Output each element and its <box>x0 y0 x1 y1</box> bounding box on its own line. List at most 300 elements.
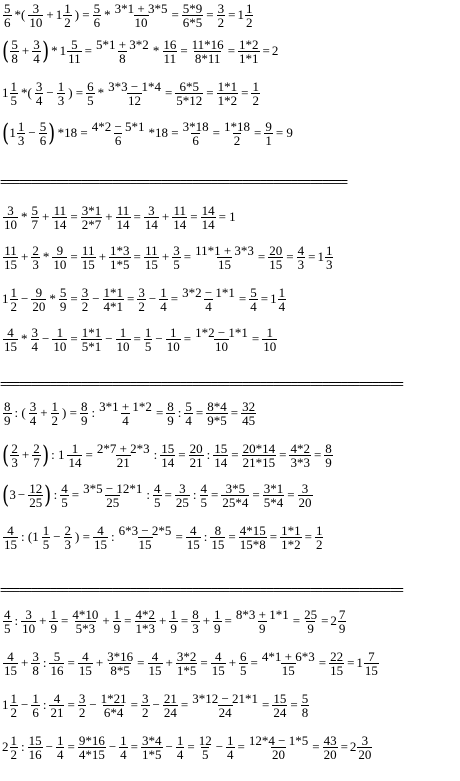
denominator: 9 <box>113 620 121 636</box>
numerator: 21 <box>163 690 177 706</box>
equation-line <box>2 78 261 108</box>
fraction <box>114 2 169 29</box>
numerator: 3*16 <box>107 648 134 664</box>
numerator: 3 <box>78 690 86 706</box>
numerator: 2 <box>32 242 39 258</box>
numerator: 3 <box>142 690 149 706</box>
fraction <box>78 734 106 761</box>
fraction <box>298 482 313 509</box>
operator: = 1 <box>218 209 236 224</box>
denominator: 2 <box>10 704 17 720</box>
numerator: 1*18 <box>223 118 250 134</box>
fraction <box>329 650 344 677</box>
operator: ) = <box>68 85 84 100</box>
fraction <box>163 692 178 719</box>
fraction <box>200 482 209 509</box>
parenthesis: ( <box>2 37 10 65</box>
numerator: 7 <box>368 648 375 664</box>
denominator: 8 <box>32 662 39 678</box>
denominator: 14 <box>53 216 67 232</box>
fraction <box>98 400 153 427</box>
denominator: 10 <box>263 338 277 354</box>
parenthesis: ( <box>2 481 10 509</box>
numerator: 3*1 <box>263 480 284 496</box>
denominator: 9 <box>50 620 57 636</box>
denominator: 4 <box>250 298 257 314</box>
fraction <box>78 650 93 677</box>
operator: = <box>84 43 92 58</box>
numerator: 3*18 <box>182 118 209 134</box>
parenthesis: ) <box>41 441 49 469</box>
fraction <box>93 524 108 551</box>
denominator: 4 <box>120 746 127 762</box>
denominator: 25 <box>29 494 43 510</box>
operator: : <box>177 405 182 420</box>
numerator: 8 <box>167 398 174 414</box>
numerator: 3 <box>25 606 32 622</box>
denominator: 24 <box>218 704 232 720</box>
operator: − <box>53 529 61 544</box>
fraction <box>175 482 190 509</box>
fraction <box>17 120 26 147</box>
whole-number: 2 <box>349 739 357 754</box>
operator: = <box>290 697 298 712</box>
fraction <box>141 692 150 719</box>
fraction <box>118 524 173 551</box>
fraction <box>144 244 159 271</box>
denominator: 14 <box>68 454 82 470</box>
denominator: 2 <box>233 132 241 148</box>
numerator: 1 <box>113 606 121 622</box>
operator: ) = <box>62 405 77 420</box>
operator: = <box>260 291 269 306</box>
fraction <box>144 204 159 231</box>
operator: : 1 <box>51 447 65 462</box>
fraction <box>217 2 226 29</box>
numerator: 7 <box>338 606 346 622</box>
denominator: 4 <box>122 412 129 428</box>
denominator: 1*5 <box>176 662 197 678</box>
whole-number: 1 <box>2 291 9 306</box>
fraction <box>31 326 40 353</box>
numerator: 1 <box>71 440 79 456</box>
denominator: 21 <box>189 454 203 470</box>
denominator: 4 <box>35 92 43 108</box>
operator: ) = <box>74 7 90 22</box>
fraction <box>116 204 131 231</box>
denominator: 6 <box>93 14 101 30</box>
operator: * <box>51 43 58 58</box>
denominator: 15 <box>138 536 152 552</box>
numerator: 4 <box>154 480 161 496</box>
denominator: 5 <box>201 746 209 762</box>
numerator: 4*2 − 5*1 <box>91 118 145 134</box>
equation-line <box>2 522 324 552</box>
operator: = <box>230 405 239 420</box>
fraction <box>21 608 36 635</box>
numerator: 5 <box>31 202 38 218</box>
numerator: 4*10 <box>72 606 99 622</box>
numerator: 25 <box>304 606 318 622</box>
equation-line <box>2 0 254 30</box>
operator: = <box>180 43 188 58</box>
numerator: 5*9 <box>182 0 203 16</box>
fraction <box>137 286 146 313</box>
fraction <box>109 244 131 271</box>
operator: = <box>206 85 214 100</box>
denominator: 3 <box>325 256 333 272</box>
equation-line <box>2 606 347 636</box>
operator: = <box>70 291 78 306</box>
operator: = <box>164 85 173 100</box>
operator: = <box>67 697 75 712</box>
fraction <box>28 482 43 509</box>
denominator: 15 <box>4 662 17 678</box>
fraction <box>226 734 235 761</box>
denominator: 10 <box>22 620 36 636</box>
denominator: 9 <box>59 298 67 314</box>
fraction <box>106 650 134 677</box>
denominator: 5*4 <box>263 494 284 510</box>
denominator: 21 <box>116 454 130 470</box>
denominator: 9 <box>214 620 221 636</box>
denominator: 7 <box>33 454 40 470</box>
denominator: 21*15 <box>242 454 276 470</box>
numerator: 1 <box>169 324 177 340</box>
fraction <box>93 2 102 29</box>
fraction <box>213 442 228 469</box>
denominator: 6 <box>192 132 199 148</box>
denominator: 5*1 <box>81 338 102 354</box>
fraction <box>364 650 379 677</box>
equation-line <box>2 398 257 428</box>
fraction <box>239 524 267 551</box>
operator: = <box>279 447 287 462</box>
denominator: 3 <box>17 132 25 148</box>
fraction <box>182 120 210 147</box>
denominator: 10 <box>53 338 67 354</box>
fraction <box>324 442 333 469</box>
numerator: 4 <box>7 522 14 538</box>
denominator: 2 <box>10 298 17 314</box>
operator: − <box>148 291 157 306</box>
numerator: 20 <box>269 242 283 258</box>
numerator: 1*21 <box>100 690 127 706</box>
equation-line <box>2 284 287 314</box>
whole-number: 1 <box>55 7 63 22</box>
numerator: 4 <box>200 480 207 496</box>
whole-number: 1 <box>9 125 16 140</box>
operator: − <box>165 739 173 754</box>
numerator: 1 <box>160 284 167 300</box>
operator: = <box>308 249 316 264</box>
numerator: 1 <box>56 324 64 340</box>
operator: = <box>318 655 327 670</box>
denominator: 8*11 <box>194 50 221 66</box>
fraction <box>217 80 239 107</box>
numerator: 3*12 − 21*1 <box>192 690 259 706</box>
fraction <box>3 244 18 271</box>
denominator: 11 <box>68 50 81 66</box>
denominator: 11 <box>163 50 177 66</box>
fraction <box>242 442 277 469</box>
numerator: 32 <box>242 398 256 414</box>
fraction <box>71 608 99 635</box>
operator: = <box>286 249 294 264</box>
denominator: 15 <box>4 338 17 354</box>
operator: + <box>42 209 50 224</box>
numerator: 11 <box>116 202 130 218</box>
fraction <box>338 608 347 635</box>
numerator: 4 <box>297 242 305 258</box>
equation-line <box>2 480 314 510</box>
operator: = <box>190 209 198 224</box>
numerator: 3 <box>138 284 145 300</box>
denominator: 10 <box>53 256 67 272</box>
denominator: 2 <box>142 704 149 720</box>
numerator: 3 <box>35 78 43 94</box>
fraction <box>211 650 226 677</box>
numerator: 1*1 <box>81 324 102 340</box>
operator: = <box>241 85 249 100</box>
operator: : <box>21 739 25 754</box>
numerator: 1 <box>32 690 39 706</box>
fraction <box>166 326 181 353</box>
numerator: 1*2 <box>239 36 259 52</box>
denominator: 15 <box>269 256 283 272</box>
fraction <box>81 204 103 231</box>
operator: + <box>228 655 237 670</box>
fraction <box>67 442 82 469</box>
numerator: 1*2 − 1*1 <box>195 324 248 340</box>
numerator: 1 <box>56 732 64 748</box>
operator: + <box>46 7 54 22</box>
operator: = <box>178 447 186 462</box>
operator: = <box>183 331 192 346</box>
fraction <box>67 38 82 65</box>
operator: : ( <box>14 405 26 420</box>
numerator: 15 <box>28 732 42 748</box>
fraction <box>100 692 128 719</box>
operator: = <box>287 487 295 502</box>
numerator: 2 <box>33 440 40 456</box>
operator: + <box>21 249 29 264</box>
fraction <box>31 692 40 719</box>
fraction <box>31 204 40 231</box>
numerator: 1*1 <box>103 284 124 300</box>
operator: = <box>228 529 236 544</box>
fraction <box>301 692 310 719</box>
denominator: 45 <box>242 412 256 428</box>
operator: = <box>180 697 189 712</box>
fraction <box>191 608 200 635</box>
denominator: 4 <box>205 298 212 314</box>
fraction <box>194 326 249 353</box>
operator: = <box>171 7 179 22</box>
numerator: 4 <box>7 648 14 664</box>
numerator: 1 <box>227 732 234 748</box>
operator: = <box>180 613 189 628</box>
whole-number: 1 <box>270 291 277 306</box>
numerator: 3 <box>217 0 225 16</box>
fraction <box>251 80 260 107</box>
operator: : <box>153 447 158 462</box>
fraction <box>186 524 201 551</box>
equation-line <box>2 36 278 66</box>
operator: = <box>155 405 164 420</box>
operator: + <box>39 613 47 628</box>
fraction <box>35 80 44 107</box>
parenthesis: ) <box>44 481 52 509</box>
operator: + <box>21 655 29 670</box>
operator: + <box>21 43 30 58</box>
fraction <box>49 608 58 635</box>
numerator: 15 <box>273 690 287 706</box>
fraction <box>52 244 67 271</box>
fraction <box>60 482 69 509</box>
operator: = <box>238 291 247 306</box>
denominator: 15 <box>81 256 95 272</box>
denominator: 14 <box>161 454 175 470</box>
denominator: 2 <box>252 92 259 108</box>
denominator: 25 <box>175 494 189 510</box>
denominator: 5 <box>87 92 94 108</box>
fraction <box>78 692 87 719</box>
operator: : <box>203 529 208 544</box>
denominator: 9 <box>167 412 174 428</box>
numerator: 12 <box>29 480 43 496</box>
fraction <box>148 650 163 677</box>
fraction <box>10 80 19 107</box>
fraction <box>29 400 38 427</box>
whole-number: 1 <box>2 697 9 712</box>
operator: = <box>304 529 312 544</box>
denominator: 20 <box>298 494 312 510</box>
fraction <box>162 38 177 65</box>
denominator: 10 <box>116 338 130 354</box>
equation-line <box>2 324 278 354</box>
numerator: 5*1 + 3*2 <box>95 36 149 52</box>
operator: = <box>187 739 195 754</box>
fraction <box>3 326 18 353</box>
denominator: 2 <box>78 704 86 720</box>
operator: = <box>133 331 141 346</box>
fraction <box>272 692 287 719</box>
numerator: 1 <box>119 324 127 340</box>
denominator: 3 <box>32 256 39 272</box>
denominator: 8 <box>119 50 126 66</box>
operator: = <box>137 655 145 670</box>
operator: = <box>67 739 75 754</box>
numerator: 8 <box>4 398 11 414</box>
numerator: 1*1 <box>281 522 301 538</box>
numerator: 8 <box>214 522 222 538</box>
operator: = <box>71 487 80 502</box>
denominator: 15 <box>364 662 378 678</box>
denominator: 2 <box>217 14 225 30</box>
denominator: 3 <box>192 620 199 636</box>
operator: * <box>42 249 50 264</box>
fraction <box>201 204 216 231</box>
denominator: 6 <box>4 14 11 30</box>
numerator: 5 <box>71 36 78 52</box>
fraction <box>52 204 67 231</box>
numerator: 3 <box>33 36 40 52</box>
fraction <box>91 120 146 147</box>
fraction <box>191 38 225 65</box>
fraction <box>159 286 168 313</box>
operator: = <box>70 331 78 346</box>
operator: = <box>312 739 320 754</box>
denominator: 2*7 <box>81 216 102 232</box>
operator: = <box>67 655 75 670</box>
numerator: 8 <box>80 398 88 414</box>
fraction <box>96 442 151 469</box>
denominator: 4 <box>176 746 184 762</box>
operator: *( <box>14 7 26 22</box>
operator: − <box>108 739 117 754</box>
denominator: 9 <box>307 620 314 636</box>
fraction <box>51 400 60 427</box>
denominator: 15*8 <box>239 536 266 552</box>
fraction <box>28 734 43 761</box>
numerator: 4 <box>97 522 104 538</box>
numerator: 4*1 + 6*3 <box>261 648 315 664</box>
operator: = <box>347 655 355 670</box>
fraction <box>116 326 131 353</box>
numerator: 6 <box>240 648 247 664</box>
operator: − <box>215 739 224 754</box>
numerator: 8 <box>325 440 332 456</box>
denominator: 6*5 <box>182 14 203 30</box>
operator: + <box>21 447 30 462</box>
fraction <box>42 524 51 551</box>
denominator: 16 <box>28 746 42 762</box>
operator: = <box>313 447 322 462</box>
fraction <box>238 38 260 65</box>
denominator: 9*5 <box>207 412 227 428</box>
numerator: 4 <box>82 648 89 664</box>
equation-line <box>2 202 238 232</box>
numerator: 1 <box>214 606 221 622</box>
fraction <box>210 524 225 551</box>
denominator: 5 <box>144 338 152 354</box>
denominator: 2 <box>315 536 323 552</box>
denominator: 4*15 <box>78 746 105 762</box>
fraction <box>144 326 153 353</box>
fraction <box>95 38 150 65</box>
denominator: 20 <box>32 298 46 314</box>
operator: = <box>130 697 138 712</box>
numerator: 11*1 + 3*3 <box>195 242 254 258</box>
numerator: 4 <box>4 606 11 622</box>
numerator: 3 <box>301 480 309 496</box>
numerator: 9*16 <box>78 732 105 748</box>
operator: = <box>133 249 141 264</box>
fraction <box>113 608 122 635</box>
denominator: 25 <box>106 494 120 510</box>
numerator: 3 <box>31 324 38 340</box>
denominator: 10 <box>4 216 17 232</box>
denominator: 5*12 <box>176 92 203 108</box>
fraction <box>268 244 283 271</box>
numerator: 3*4 <box>142 732 162 748</box>
fraction <box>3 524 18 551</box>
operator: = <box>70 249 78 264</box>
numerator: 4 <box>214 648 222 664</box>
denominator: 4*1 <box>103 298 124 314</box>
whole-number: 1 <box>317 249 324 264</box>
